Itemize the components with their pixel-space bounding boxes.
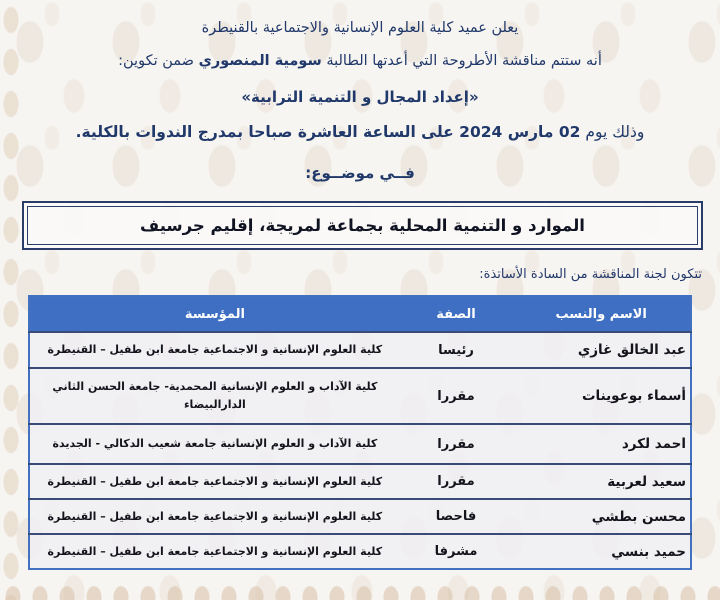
subject-label: فــي موضــوع: [305, 164, 415, 182]
date-text-pre: وذلك يوم [580, 123, 645, 141]
bottom-edge-arabesque-pattern [0, 580, 720, 600]
member-institution: كلية العلوم الإنسانية و الاجتماعية جامعة ابن طفيل – القنيطرة [29, 464, 400, 499]
member-institution: كلية العلوم الإنسانية و الاجتماعية جامعة ابن طفيل – القنيطرة [29, 332, 400, 368]
table-row [29, 499, 691, 534]
header-role-column: الصفة [400, 296, 513, 332]
member-role: مقررا [400, 464, 513, 499]
program-name-line: «إعداد المجال و التنمية الترابية» [241, 88, 479, 106]
thesis-title-box [22, 201, 703, 250]
jury-table [28, 295, 692, 570]
table-row [29, 332, 691, 368]
member-institution: كلية الآداب و العلوم الإنسانية المحمدية- جامعة الحسن الثاني الدارالبيضاء [29, 368, 400, 424]
member-name: عبد الخالق غازي [512, 332, 691, 368]
defense-text-pre: أنه ستتم مناقشة الأطروحة التي أعدتها الطالبة [321, 53, 602, 69]
table-row [29, 424, 691, 464]
member-name: حميد بنسي [512, 534, 691, 569]
member-role: مقررا [400, 424, 513, 464]
header-name-column: الاسم والنسب [512, 296, 691, 332]
member-role: فاحصا [400, 499, 513, 534]
member-name: محسن بطشي [512, 499, 691, 534]
member-institution: كلية العلوم الإنسانية و الاجتماعية جامعة ابن طفيل – القنيطرة [29, 534, 400, 569]
header-institution-column: المؤسسة [29, 296, 400, 332]
table-row [29, 368, 691, 424]
table-row [29, 534, 691, 569]
member-role: مشرفا [400, 534, 513, 569]
member-name: أسماء بوعوينات [512, 368, 691, 424]
student-name: سومية المنصوري [198, 53, 322, 69]
defense-date: 02 مارس 2024 [459, 123, 581, 141]
defense-announcement-line [10, 53, 710, 69]
member-name: سعيد لعربية [512, 464, 691, 499]
time-venue-text: على الساعة العاشرة صباحا بمدرج الندوات بالكلية. [75, 123, 460, 141]
table-row [29, 464, 691, 499]
date-venue-line [10, 123, 710, 141]
member-role: مقررا [400, 368, 513, 424]
committee-intro: تتكون لجنة المناقشة من السادة الأساتذة: [479, 267, 702, 282]
member-institution: كلية العلوم الإنسانية و الاجتماعية جامعة ابن طفيل – القنيطرة [29, 499, 400, 534]
member-institution: كلية الآداب و العلوم الإنسانية جامعة شعيب الدكالي - الجديدة [29, 424, 400, 464]
member-role: رئيسا [400, 332, 513, 368]
defense-text-post: ضمن تكوين: [118, 53, 199, 69]
dean-announcement-line: يعلن عميد كلية العلوم الإنسانية والاجتماعية بالقنيطرة [201, 20, 519, 36]
member-name: احمد لكرد [512, 424, 691, 464]
jury-table-header-row [29, 296, 691, 332]
thesis-title: الموارد و التنمية المحلية بجماعة لمريجة، إقليم جرسيف [27, 206, 698, 245]
